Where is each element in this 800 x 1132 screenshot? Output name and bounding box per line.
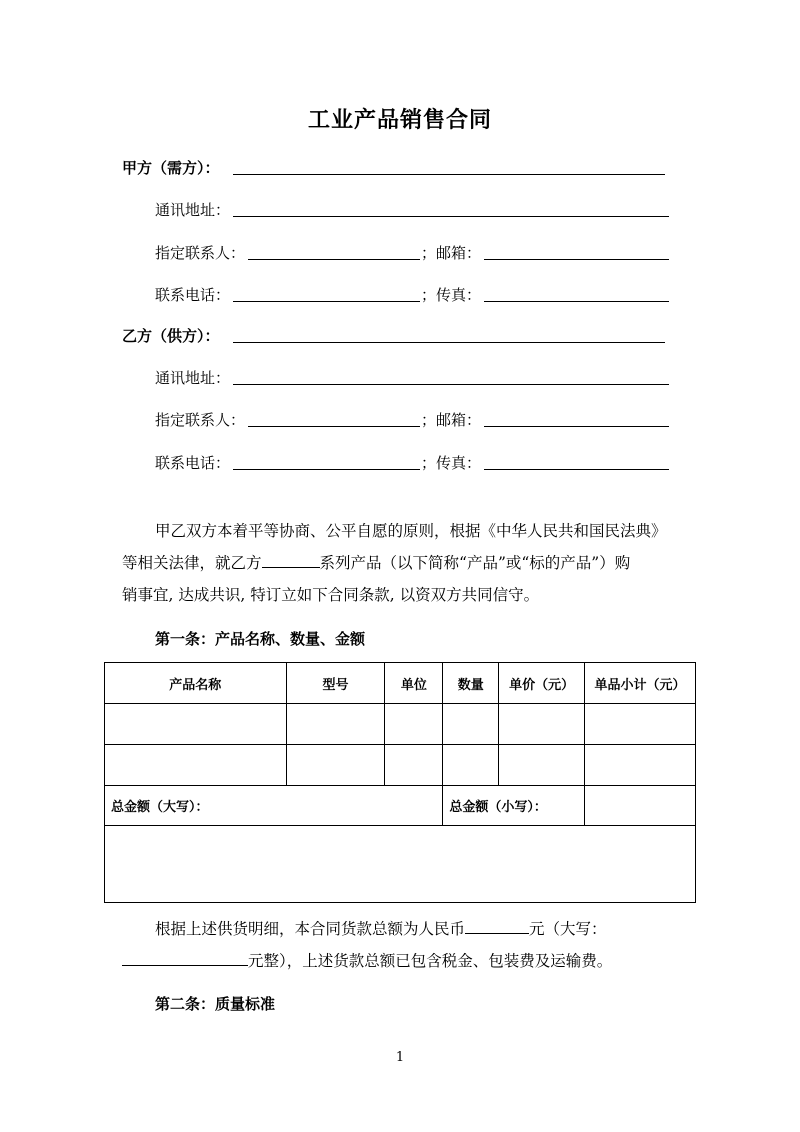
party-a-fax-label: ；传真： — [421, 286, 482, 304]
payment-line-2-text: 元整），上述货款总额已包含税金、包装费及运输费。 — [248, 952, 613, 970]
header-unit: 单位 — [385, 663, 443, 704]
intro-line-2-start: 等相关法律，就乙方 — [122, 554, 262, 572]
total-upper-label: 总金额（大写）： — [105, 786, 443, 826]
party-a-contact-label: 指定联系人： — [155, 244, 246, 262]
party-b-contact-field[interactable] — [248, 426, 420, 427]
party-a-fax-field[interactable] — [484, 301, 669, 302]
party-b-fax-field[interactable] — [484, 469, 669, 470]
party-b-address-field[interactable] — [233, 384, 669, 385]
amount-rmb-blank[interactable] — [465, 918, 529, 934]
header-quantity: 数量 — [443, 663, 499, 704]
party-b-address-label: 通讯地址： — [155, 369, 231, 387]
intro-line-1: 甲乙双方本着平等协商、公平自愿的原则，根据《中华人民共和国民法典》 — [155, 522, 667, 540]
party-a-phone-label: 联系电话： — [155, 286, 231, 304]
cell-quantity[interactable] — [443, 745, 499, 786]
cell-product-name[interactable] — [105, 704, 287, 745]
payment-line-1-end: 元（大写： — [529, 920, 607, 938]
cell-unit-price[interactable] — [499, 745, 585, 786]
page-title: 工业产品销售合同 — [307, 108, 492, 133]
table-row — [105, 745, 696, 786]
total-lower-value[interactable] — [585, 786, 696, 826]
cell-subtotal[interactable] — [585, 745, 696, 786]
cell-unit-price[interactable] — [499, 704, 585, 745]
cell-model[interactable] — [286, 704, 385, 745]
cell-subtotal[interactable] — [585, 704, 696, 745]
party-a-contact-field[interactable] — [248, 259, 420, 260]
table-total-row — [105, 786, 696, 826]
cell-quantity[interactable] — [443, 704, 499, 745]
header-unit-price: 单价（元） — [499, 663, 585, 704]
header-subtotal: 单品小计（元） — [585, 663, 696, 704]
intro-line-3: 销事宜, 达成共识, 特订立如下合同条款, 以资双方共同信守。 — [122, 586, 540, 604]
party-a-field[interactable] — [233, 174, 665, 175]
amount-upper-blank[interactable] — [122, 950, 248, 966]
payment-line-1 — [155, 916, 607, 943]
remarks-cell[interactable] — [105, 826, 696, 903]
cell-unit[interactable] — [385, 704, 443, 745]
payment-line-1-start: 根据上述供货明细，本合同货款总额为人民币 — [155, 920, 466, 938]
party-a-label: 甲方（需方）： — [122, 159, 220, 177]
intro-line-2-end: 系列产品（以下简称“产品”或“标的产品”）购 — [319, 554, 631, 572]
party-b-email-field[interactable] — [484, 426, 669, 427]
article-1-heading: 第一条：产品名称、数量、金额 — [155, 630, 366, 648]
goods-table — [104, 662, 696, 903]
party-b-fax-label: ；传真： — [421, 454, 482, 472]
cell-model[interactable] — [286, 745, 385, 786]
party-b-contact-label: 指定联系人： — [155, 411, 246, 429]
header-product-name: 产品名称 — [105, 663, 287, 704]
party-b-phone-field[interactable] — [233, 469, 420, 470]
party-a-email-field[interactable] — [484, 259, 669, 260]
product-series-blank[interactable] — [262, 552, 320, 568]
intro-line-2 — [122, 550, 630, 577]
page-number: 1 — [395, 1050, 405, 1065]
party-b-field[interactable] — [233, 342, 665, 343]
table-row — [105, 704, 696, 745]
party-b-phone-label: 联系电话： — [155, 454, 231, 472]
header-model: 型号 — [286, 663, 385, 704]
party-b-email-label: ；邮箱： — [421, 411, 482, 429]
table-header-row — [105, 663, 696, 704]
payment-line-2 — [122, 948, 612, 975]
party-b-label: 乙方（供方）： — [122, 327, 220, 345]
party-a-address-label: 通讯地址： — [155, 201, 231, 219]
article-2-heading: 第二条：质量标准 — [155, 995, 276, 1013]
cell-unit[interactable] — [385, 745, 443, 786]
party-a-email-label: ；邮箱： — [421, 244, 482, 262]
total-lower-label: 总金额（小写）： — [443, 786, 585, 826]
party-a-phone-field[interactable] — [233, 301, 420, 302]
table-remarks-row — [105, 826, 696, 903]
party-a-address-field[interactable] — [233, 216, 669, 217]
cell-product-name[interactable] — [105, 745, 287, 786]
